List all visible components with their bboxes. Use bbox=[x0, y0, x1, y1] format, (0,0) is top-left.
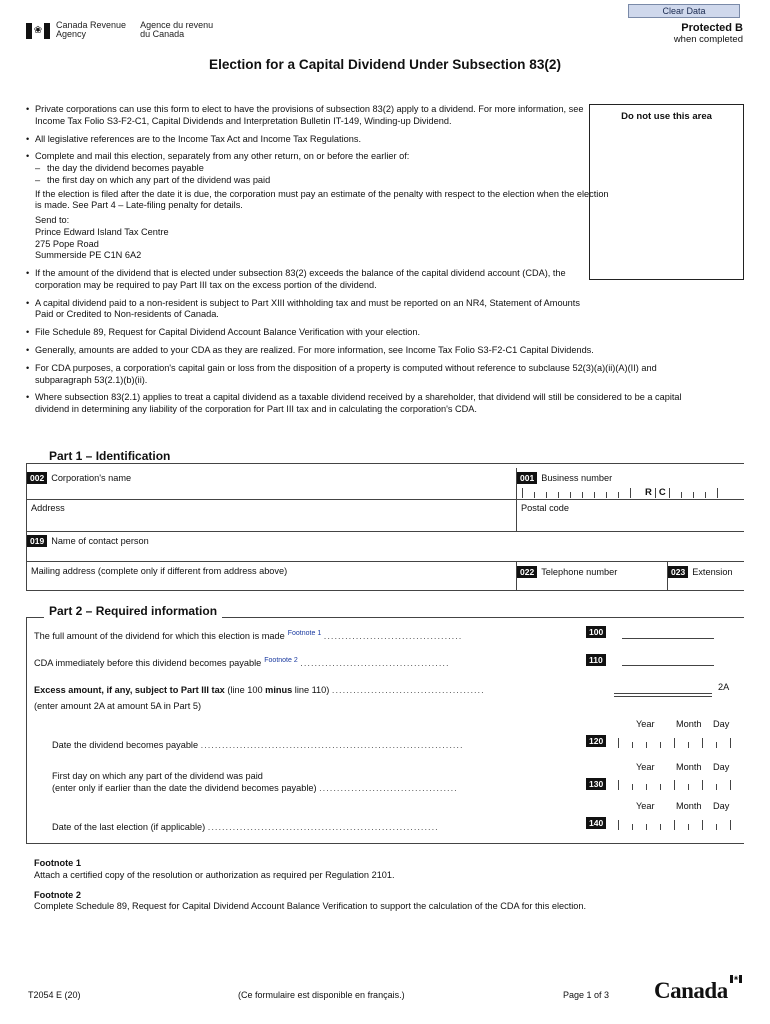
wordmark-flag-icon: ❀ bbox=[730, 975, 742, 983]
instruction-subitem: – the day the dividend becomes payable bbox=[35, 163, 584, 175]
corporation-name-field[interactable]: 002 Corporation's name bbox=[27, 472, 131, 485]
date-120-input[interactable] bbox=[618, 738, 744, 748]
form-id: T2054 E (20) bbox=[28, 990, 81, 1000]
footnote-1-link[interactable]: Footnote 1 bbox=[287, 630, 322, 637]
instruction-item: • If the amount of the dividend that is elected under subsection 83(2) exceeds the balance of the capital dividend account (CDA), the corporation may be required to pay Part III tax on the excess portion of the dividend. bbox=[26, 268, 586, 292]
footnote-1-text: Attach a certified copy of the resolution or authorization as required per Regulation 2101. bbox=[34, 869, 395, 880]
date-140-input[interactable] bbox=[618, 820, 744, 830]
canada-flag-icon: ❀ bbox=[26, 23, 50, 39]
postal-code-field[interactable]: Postal code bbox=[521, 503, 570, 513]
footnote-2-title: Footnote 2 bbox=[34, 889, 81, 900]
line-130-label: First day on which any part of the dividend was paid bbox=[52, 771, 263, 781]
day-header: Day bbox=[713, 762, 730, 772]
protected-b-label: Protected B bbox=[681, 22, 743, 34]
french-availability-note: (Ce formulaire est disponible en français.) bbox=[238, 990, 405, 1000]
instruction-subitem: – the first day on which any part of the dividend was paid bbox=[35, 175, 584, 187]
year-header: Year bbox=[636, 719, 655, 729]
telephone-field[interactable]: 022 Telephone number bbox=[517, 566, 617, 579]
business-number-field[interactable]: R C bbox=[522, 488, 729, 498]
cra-logo bbox=[26, 21, 213, 43]
month-header: Month bbox=[676, 762, 702, 772]
month-header: Month bbox=[676, 801, 702, 811]
clear-data-button[interactable]: Clear Data bbox=[628, 4, 740, 18]
address-field[interactable]: Address bbox=[31, 503, 65, 513]
agency-name-fr: Agence du revenu du Canada bbox=[140, 20, 214, 40]
line-130-code: 130 bbox=[586, 778, 606, 790]
line-2a-input[interactable] bbox=[614, 693, 712, 694]
part1-title: Part 1 – Identification bbox=[44, 449, 175, 463]
line-100-code: 100 bbox=[586, 626, 606, 638]
line-140-code: 140 bbox=[586, 817, 606, 829]
when-completed-label: when completed bbox=[673, 34, 743, 45]
line-120-label: Date the dividend becomes payable .......................................................................... bbox=[52, 740, 464, 750]
business-number-label: 001 Business number bbox=[517, 472, 612, 485]
line-110-input[interactable] bbox=[622, 665, 714, 666]
instruction-item: • A capital dividend paid to a non-resident is subject to Part XIII withholding tax and must be reported on an NR4, Statement of Amounts Paid or Credited to Non-residents of Canada. bbox=[26, 298, 586, 322]
instruction-item: • Private corporations can use this form to elect to have the provisions of subsection 83(2) apply to a dividend. For more information, see Income Tax Folio S3-F2-C1, Capital Dividends and Interpretation Bulletin IT-149, Winding-up Dividend. bbox=[26, 104, 584, 128]
page-number: Page 1 of 3 bbox=[563, 990, 610, 1000]
line-110-label: CDA immediately before this dividend becomes payable $^{Footnote 2}$ .......................................... bbox=[34, 657, 450, 669]
day-header: Day bbox=[713, 801, 730, 811]
part2-title: Part 2 – Required information bbox=[44, 604, 222, 618]
contact-person-field[interactable]: 019 Name of contact person bbox=[27, 535, 149, 548]
instruction-item: • Where subsection 83(2.1) applies to treat a capital dividend as a taxable dividend received by a shareholder, that dividend will still be considered to be a capital dividend in determining any liability of the corporation for Part III tax and in calculating the corporation's CDA. bbox=[26, 392, 691, 416]
instruction-item: • For CDA purposes, a corporation's capital gain or loss from the disposition of a property is computed without reference to subclause 52(3)(a)(ii)(A)(II) and subparagraph 53(2.1)(b)(ii). bbox=[26, 363, 686, 387]
instruction-item: • Complete and mail this election, separately from any other return, on or before the earlier of: – the day the dividend becomes payable – the first day on which any part of the dividend was paid If the election is filed after the date it is due, the corporation must pay an estimate of the penalty with respect to the election when the election is made. See Part 4 – Late-filing penalty for details. Send to: Prince Edward Island Tax Centre 275 Pope Road Summerside PE C1N 6A2 bbox=[26, 151, 584, 262]
mailing-address-field[interactable]: Mailing address (complete only if different from address above) bbox=[31, 566, 288, 576]
line-130-sublabel: (enter only if earlier than the date the dividend becomes payable) ....................................... bbox=[52, 783, 458, 793]
footnote-1-title: Footnote 1 bbox=[34, 858, 81, 868]
instruction-item: • All legislative references are to the Income Tax Act and Income Tax Regulations. bbox=[26, 134, 584, 146]
footnote-2-link[interactable]: Footnote 2 bbox=[264, 657, 298, 664]
footnotes bbox=[34, 858, 734, 913]
line-100-label: The full amount of the dividend for which this election is made $^{Footnote 1}$ ....................................... bbox=[34, 630, 463, 642]
line-120-code: 120 bbox=[586, 735, 606, 747]
day-header: Day bbox=[713, 719, 730, 729]
year-header: Year bbox=[636, 801, 655, 811]
canada-wordmark: Canada bbox=[654, 978, 728, 1003]
extension-field[interactable]: 023 Extension bbox=[668, 566, 733, 579]
year-header: Year bbox=[636, 762, 655, 772]
line-140-label: Date of the last election (if applicable) ................................................................. bbox=[52, 822, 439, 832]
footnote-2-text: Complete Schedule 89, Request for Capital Dividend Account Balance Verification to support the calculation of the CDA for this election. bbox=[34, 901, 587, 912]
instruction-item: • Generally, amounts are added to your CDA as they are realized. For more information, see Income Tax Folio S3-F2-C1 Capital Dividends. bbox=[26, 345, 666, 357]
date-130-input[interactable] bbox=[618, 780, 744, 790]
line-2a-code: 2A bbox=[718, 682, 730, 692]
line-2a-sublabel: (enter amount 2A at amount 5A in Part 5) bbox=[34, 701, 202, 711]
line-2a-label: Excess amount, if any, subject to Part III tax (line 100 minus line 110) ........................................... bbox=[34, 685, 485, 695]
line-110-code: 110 bbox=[586, 654, 606, 666]
form-title: Election for a Capital Dividend Under Subsection 83(2) bbox=[209, 57, 561, 72]
month-header: Month bbox=[676, 719, 702, 729]
agency-name-en: Canada Revenue Agency bbox=[56, 20, 127, 40]
instruction-item: • File Schedule 89, Request for Capital Dividend Account Balance Verification with your election. bbox=[26, 327, 584, 339]
line-100-input[interactable] bbox=[622, 638, 714, 639]
do-not-use-area: Do not use this area bbox=[589, 104, 744, 280]
